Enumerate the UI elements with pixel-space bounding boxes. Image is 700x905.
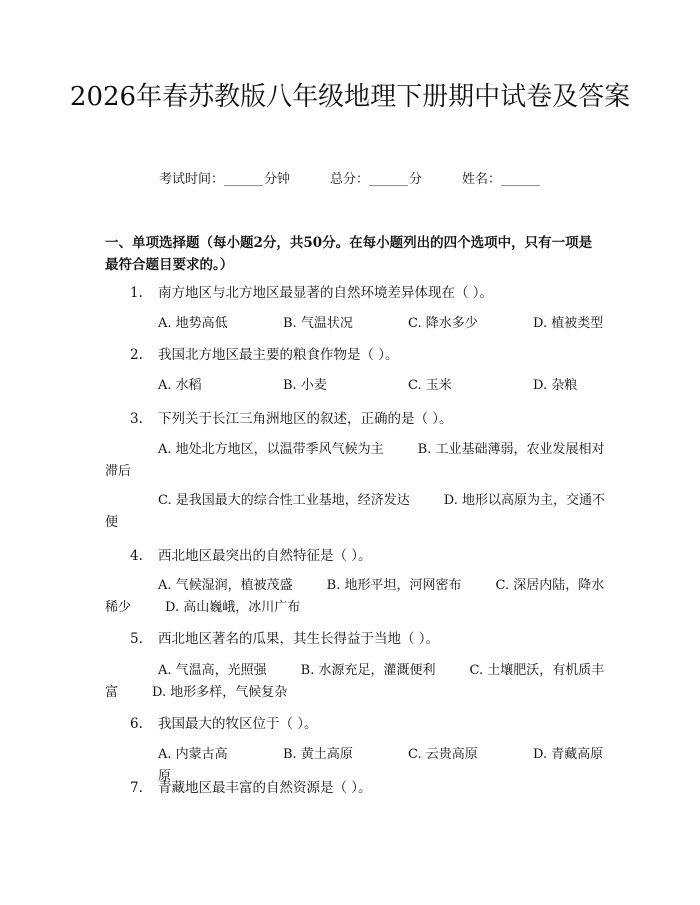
option-a: A. 内蒙古高原 xyxy=(158,747,228,784)
score-label: 总分： xyxy=(329,172,369,187)
option-d: D. 青藏高原 xyxy=(533,747,604,762)
student-name xyxy=(462,168,541,187)
exam-meta xyxy=(0,168,700,187)
option-c: C. 云贵高原 xyxy=(408,747,478,762)
question-text: 我国北方地区最主要的粮食作物是（ ）。 xyxy=(158,347,399,363)
option-c: C. 深居内陆，降水稀少 xyxy=(105,578,605,615)
question-number: 5. xyxy=(130,631,143,647)
name-label: 姓名： xyxy=(462,172,502,187)
option-a: A. 水稻 xyxy=(158,378,202,393)
section-title: 一、单项选择题（每小题2分，共50分。在每小题列出的四个选项中，只有一项是最符合题目要求的。） xyxy=(105,235,593,273)
question-7 xyxy=(130,777,610,799)
option-c: C. 土壤肥沃，有机质丰富 xyxy=(105,663,605,700)
question-1-options xyxy=(105,313,605,335)
option-d: D. 杂粮 xyxy=(533,378,578,393)
option-c: C. 玉米 xyxy=(408,378,452,393)
question-1 xyxy=(130,282,610,304)
option-a: A. 地势高低 xyxy=(158,316,228,331)
option-b: B. 黄土高原 xyxy=(283,747,353,762)
question-2-options xyxy=(105,375,605,397)
page-title: 2026年春苏教版八年级地理下册期中试卷及答案 xyxy=(69,82,631,112)
option-c: C. 是我国最大的综合性工业基地，经济发达 xyxy=(158,493,410,508)
option-b: B. 气温状况 xyxy=(283,316,353,331)
question-text: 下列关于长江三角洲地区的叙述，正确的是（ ）。 xyxy=(158,411,453,427)
question-4 xyxy=(130,545,610,567)
time-blank: ______ xyxy=(223,172,263,187)
option-d: D. 植被类型 xyxy=(533,316,604,331)
option-d: D. 地形多样，气候复杂 xyxy=(152,685,288,700)
option-b: B. 工业基础薄弱，农业发展相对滞后 xyxy=(105,442,605,479)
time-label: 考试时间： xyxy=(158,172,224,187)
total-score xyxy=(330,168,422,187)
question-3-options-cd xyxy=(105,490,605,534)
option-b: B. 水源充足，灌溉便利 xyxy=(300,663,436,678)
question-number: 2. xyxy=(130,347,143,363)
option-a: A. 气温高，光照强 xyxy=(158,663,267,678)
question-number: 6. xyxy=(130,716,143,732)
question-3 xyxy=(130,408,610,430)
question-number: 3. xyxy=(130,411,143,427)
time-unit: 分钟 xyxy=(263,172,290,187)
option-b: B. 地形平坦，河网密布 xyxy=(326,578,462,593)
option-b: B. 小麦 xyxy=(283,378,327,393)
question-text: 西北地区著名的瓜果，其生长得益于当地（ ）。 xyxy=(158,631,440,647)
question-2 xyxy=(130,344,610,366)
name-blank: ______ xyxy=(501,172,541,187)
exam-time xyxy=(159,168,290,187)
question-3-options-ab xyxy=(105,439,605,483)
question-6 xyxy=(130,713,610,735)
option-a: A. 地处北方地区，以温带季风气候为主 xyxy=(158,442,384,457)
option-d: D. 地形以高原为主，交通不便 xyxy=(105,493,605,530)
question-5 xyxy=(130,628,610,650)
question-number: 7. xyxy=(130,780,143,796)
option-c: C. 降水多少 xyxy=(408,316,478,331)
score-unit: 分 xyxy=(409,172,423,187)
option-d: D. 高山巍峨，冰川广布 xyxy=(165,600,301,615)
question-text: 南方地区与北方地区最显著的自然环境差异体现在（ ）。 xyxy=(158,285,494,301)
option-a: A. 气候湿润，植被茂盛 xyxy=(158,578,293,593)
question-5-options xyxy=(105,660,605,704)
question-4-options xyxy=(105,575,605,619)
score-blank: ______ xyxy=(369,172,408,187)
question-number: 4. xyxy=(130,548,143,564)
question-text: 我国最大的牧区位于（ ）。 xyxy=(158,716,318,732)
question-number: 1. xyxy=(130,285,143,301)
question-text: 青藏地区最丰富的自然资源是（ ）。 xyxy=(158,780,372,796)
question-text: 西北地区最突出的自然特征是（ ）。 xyxy=(158,548,372,564)
